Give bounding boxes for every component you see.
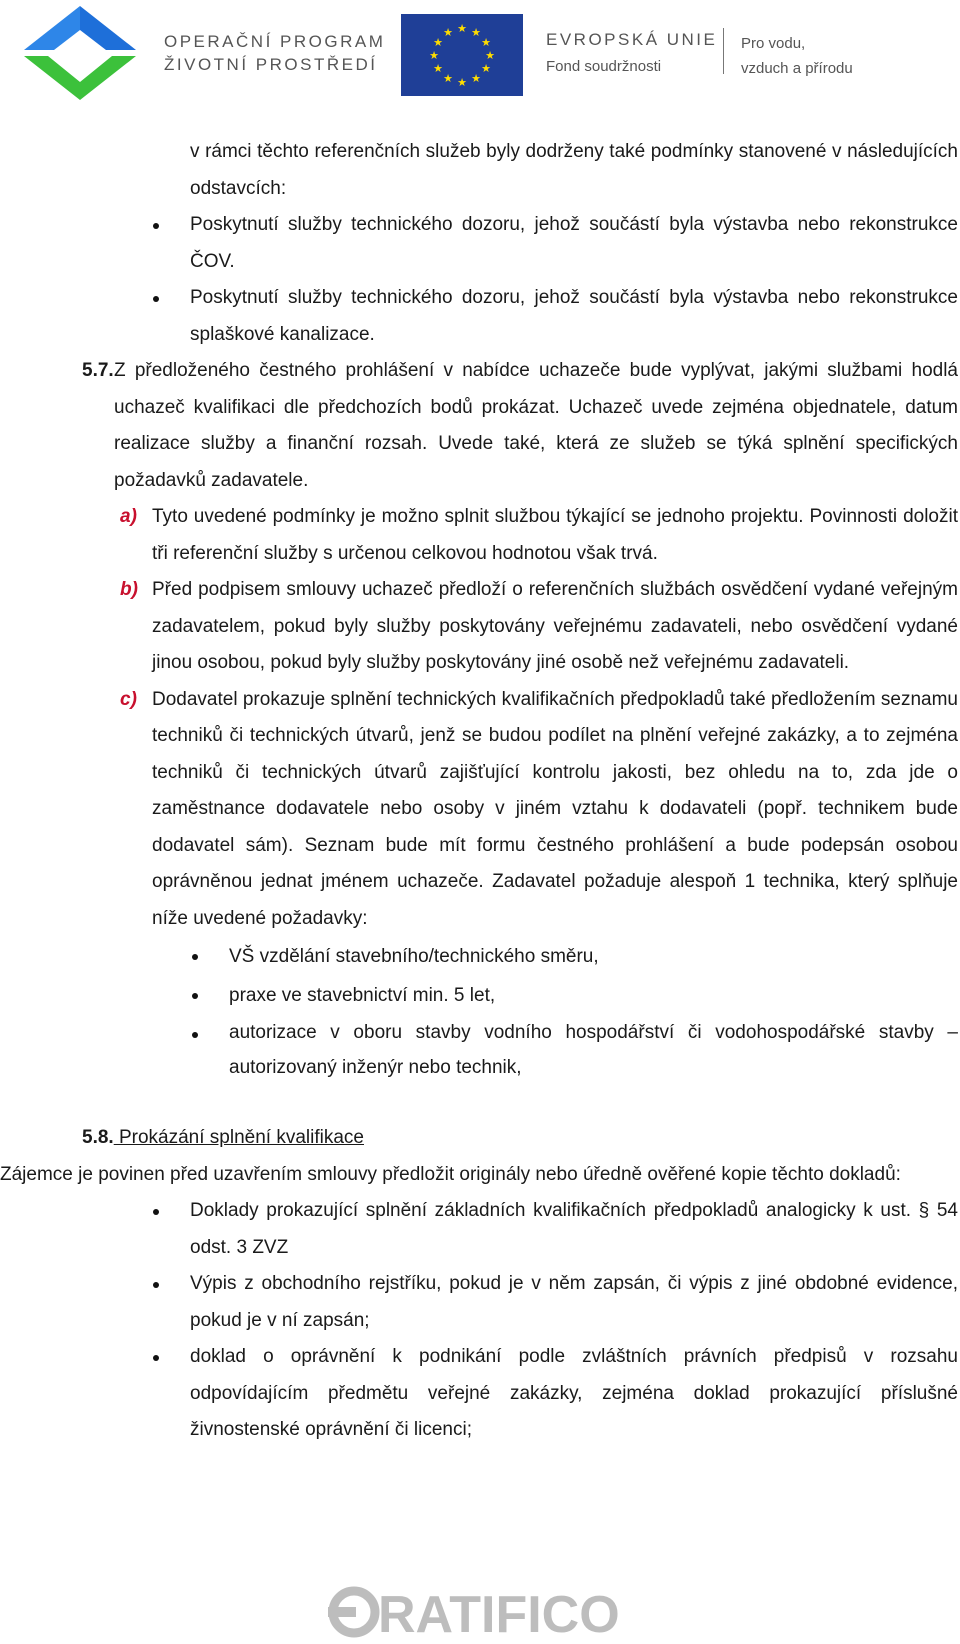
svg-text:★: ★ (429, 49, 439, 62)
section-5-7 (0, 353, 958, 499)
list-item: Doklady prokazující splnění základních kvalifikačních předpokladů analogicky k ust. § 54 odst. 3 ZVZ (190, 1193, 958, 1266)
lettered-item-c (120, 682, 958, 938)
lettered-item-b (120, 572, 958, 682)
section-number: 5.7. (82, 360, 114, 381)
section-text: Zájemce je povinen před uzavřením smlouvy předložit originály nebo úředně ověřené kopie těchto dokladů: (0, 1163, 901, 1185)
item-text: Před podpisem smlouvy uchazeč předloží o referenčních službách osvědčení vydané veřejným zadavatelem, pokud byly služby poskytovány veřejnému zadavateli, nebo osvědčení vydané jinou osobou, pokud byly služby poskytovány jiné osobě než veřejnému zadavateli. (152, 579, 958, 673)
eu-subtitle: Fond soudržnosti (546, 58, 662, 75)
svg-text:★: ★ (481, 62, 491, 75)
list-item: Poskytnutí služby technického dozoru, jehož součástí byla výstavba nebo rekonstrukce ČOV. (190, 207, 958, 280)
item-letter: b) (120, 579, 138, 600)
section-5-8-heading (82, 1120, 960, 1157)
list-item: Výpis z obchodního rejstříku, pokud je v něm zapsán, či výpis z jiné obdobné evidence, pokud je v ní zapsán; (190, 1266, 958, 1339)
svg-text:★: ★ (481, 36, 491, 49)
svg-text:★: ★ (485, 49, 495, 62)
item-text: Tyto uvedené podmínky je možno splnit službou týkající se jednoho projektu. Povinnosti doložit tři referenční služby s určenou celkovou hodnotou však trvá. (152, 506, 958, 564)
svg-text:★: ★ (471, 26, 481, 39)
svg-text:★: ★ (471, 72, 481, 85)
eu-title: EVROPSKÁ UNIE (546, 30, 718, 49)
footer-logo-text: RATIFICO (378, 1586, 620, 1639)
list-item: Poskytnutí služby technického dozoru, jehož součástí byla výstavba nebo rekonstrukce splaškové kanalizace. (190, 280, 958, 353)
section-number: 5.8. (82, 1127, 114, 1148)
section-text: Z předloženého čestného prohlášení v nabídce uchazeče bude vyplývat, jakými službami hodlá uchazeč kvalifikaci dle předchozích bodů prokázat. Uchazeč uvede zejména objednatele, datum realizace služby a finanční rozsah. Uvede také, která ze služeb se týká splnění specifických požadavků zadavatele. (114, 360, 958, 491)
svg-text:★: ★ (443, 72, 453, 85)
svg-text:★: ★ (433, 62, 443, 75)
svg-text:★: ★ (457, 22, 467, 35)
list-item: autorizace v oboru stavby vodního hospodářství či vodohospodářské stavby – autorizovaný inženýr nebo technik, (229, 1015, 958, 1085)
item-text: Dodavatel prokazuje splnění technických kvalifikačních předpokladů také předložením seznamu techniků či technických útvarů, jenž se budou podílet na plnění veřejné zakázky, a to zejména techniků či technických útvarů zajišťující kontrolu jakosti, bez ohledu na to, zda jde o zaměstnance dodavatele nebo osoby v jiném vztahu k dodavateli (popř. technikem bude dodavatel sám). Seznam bude mít formu čestného prohlášení a bude podepsán osobou oprávněnou jednat jménem uchazeče. Zadavatel požaduje alespoň 1 technika, který splňuje níže uvedené požadavky: (152, 688, 958, 929)
eu-motto: Pro vodu, vzduch a přírodu (741, 35, 853, 77)
document-body (0, 134, 960, 1449)
item-letter: a) (120, 506, 137, 527)
section-title: Prokázání splnění kvalifikace (113, 1127, 364, 1148)
document-header (0, 0, 960, 110)
list-item: praxe ve stavebnictví min. 5 let, (229, 976, 958, 1015)
item-letter: c) (120, 688, 137, 710)
intro-paragraph: v rámci těchto referenčních služeb byly dodrženy také podmínky stanovené v následujících odstavcích: (190, 141, 958, 199)
list-item: VŠ vzdělání stavebního/technického směru, (229, 937, 958, 976)
eu-flag-icon (401, 14, 523, 96)
lettered-item-a (120, 499, 958, 572)
opzp-title: OPERAČNÍ PROGRAM ŽIVOTNÍ PROSTŘEDÍ (164, 32, 386, 74)
svg-text:★: ★ (433, 36, 443, 49)
list-item: doklad o oprávnění k podnikání podle zvláštních právních předpisů v rozsahu odpovídajícím předmětu veřejné zakázky, zejména doklad prokazující příslušné živnostenské oprávnění či licenci; (190, 1339, 958, 1449)
eu-stars-icon (401, 14, 523, 96)
svg-text:★: ★ (443, 26, 453, 39)
opzp-logo-icon (14, 4, 146, 104)
ratifico-logo-icon (328, 1585, 628, 1639)
header-divider (723, 28, 724, 74)
svg-text:★: ★ (457, 76, 467, 89)
